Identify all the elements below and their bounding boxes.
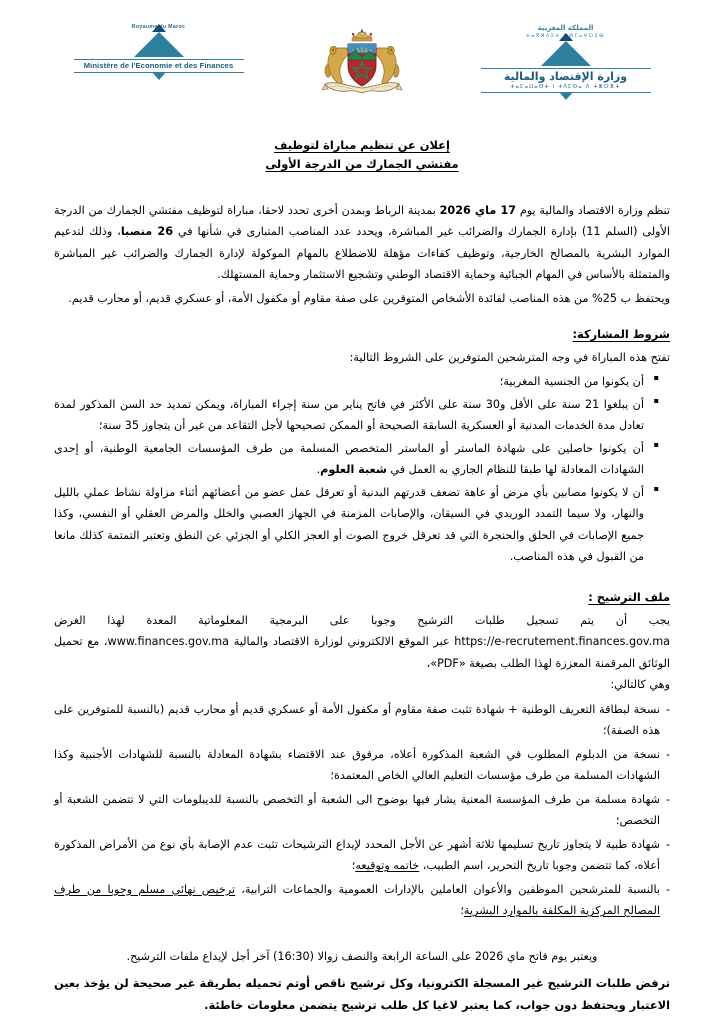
registration-instructions — [54, 610, 670, 675]
deadline-text-before: ويعتبر يوم فاتح ماي 2026 على الساعة الرابعة والنصف زوالا ( — [309, 949, 598, 963]
triangle-chevron-icon — [56, 31, 261, 57]
competition-date: 17 ماي 2026 — [439, 203, 517, 217]
condition-text: أن يكونوا من الجنسية المغربية؛ — [499, 375, 644, 389]
kingdom-label-tifinagh: ⵜⴰⴳⵍⴷⵉⵜ ⵏ ⵍⵎⴰⵖⵔⵉⴱ — [526, 33, 605, 39]
page-title-line-1: إعلان عن تنظيم مباراة لتوظيف — [274, 138, 450, 152]
document-header — [0, 0, 724, 104]
deadline-text-after: ) آخر أجل لإيداع ملفات الترشيح. — [126, 949, 278, 963]
condition-text-after: . — [316, 463, 321, 477]
ministry-logo-french — [56, 24, 261, 81]
required-documents-list — [54, 699, 670, 922]
condition-text-before: أن يكونوا حاصلين على شهادة الماستر أو الماستر المتخصص المسلمة من طرف المؤسسات الجامعية الوطنية، أو إحدى الشهادات المعادلة لها طبقا للنظام الجاري به العمل في — [54, 441, 644, 477]
participation-conditions-heading: شروط المشاركة: — [572, 327, 670, 342]
triangle-chevron-icon — [463, 40, 668, 66]
document-text: نسخة من الدبلوم المطلوب في الشعبة المذكورة أعلاه، مرفوق عند الاقتضاء بشهادة المعادلة بالنسبة للشهادات الأجنبية وكذا الشهادات المسلمة من طرف مؤسسات التعليم العالي الخاص المعتمدة؛ — [54, 747, 660, 783]
document-text-before: بالنسبة للمترشحين الموظفين والأعوان العاملين بالإدارات العمومية والجماعات الترابية، — [235, 882, 661, 896]
document-item — [54, 744, 660, 787]
document-item — [54, 834, 660, 877]
document-body — [0, 136, 724, 1017]
posts-count: 26 منصبا — [120, 225, 173, 239]
e-recruitment-url[interactable]: https://e-recrutement.finances.gov.ma — [454, 635, 670, 649]
caret-down-icon — [56, 72, 261, 80]
condition-item — [54, 482, 644, 568]
registration-text-middle: عبر الموقع الالكتروني لوزارة الاقتصاد والمالية — [229, 635, 455, 649]
document-text-before: شهادة طبية لا يتجاوز تاريخ تسليمها ثلاثة أشهر عن الأجل المحدد لإيداع الترشيحات تثبت عدم الإصابة بأي نوع من الأمراض المذكورة أعلاه، كما تتضمن وجوبا تاريخ التحرير، اسم الطبيب، — [54, 837, 660, 873]
intro-part-1: تنظم وزارة الاقتصاد والمالية يوم — [516, 203, 670, 217]
submission-deadline — [54, 946, 670, 967]
condition-item — [54, 371, 644, 393]
page-title-line-2: مفتشي الجمارك من الدرجة الأولى — [265, 156, 459, 171]
ministry-name-arabic: وزارة الإقتصاد والمالية — [503, 70, 628, 83]
document-text-after: ؛ — [460, 904, 464, 918]
document-text: نسخة لبطاقة التعريف الوطنية + شهادة تثبت صفة مقاوم أو مكفول الأمة أو عسكري قديم أو محارب قديم (بالنسبة للمتوفرين على هذه الصفة)؛ — [54, 702, 660, 738]
ministry-name-tifinagh: ⵜⴰⵎⴰⵡⴰⵙⵜ ⵏ ⵜⴷⵎⵙⴰ ⴷ ⵜⵣⵔⴼⵜ — [510, 84, 621, 90]
page-title — [54, 136, 670, 174]
condition-text: أن لا يكونوا مصابين بأي مرض أو عاهة تضعف قدرتهم البدنية أو تعرقل عمل عضو من أعضائهم أثناء مزاولة نشاط عملي بالليل والنهار، ولا سيما التمدد الوريدي في السيقان، والإصابات المزمنة في الجهاز العصبي والخلل والمرض العقلي أو النفسي، وكذا جميع الإصابات في الحلق والحنجرة التي قد تعرقل خروج الصوت أو العجز الكلي أو الجزئي عن النطق وتعتبر التمتمة كذلك مانعا من القبول في هذه المناصب. — [54, 485, 644, 564]
document-item — [54, 789, 660, 832]
ministry-website-url[interactable]: www.finances.gov.ma — [107, 635, 230, 649]
intro-paragraph — [54, 200, 670, 286]
kingdom-label-french: Royaume du Maroc — [131, 24, 186, 30]
document-item — [54, 879, 660, 922]
application-file-heading: ملف الترشيح : — [588, 589, 670, 604]
intro-part-2: بمدينة الرباط وبمدن أخرى تحدد لاحقا، مباراة لتوظيف مفتشي الجمارك من الدرجة الأولى (السلم 11) بإدارة الجمارك والضرائب غير المباشرة، ويحدد عدد المناصب المتبارى في شأنها في — [54, 203, 671, 239]
participation-conditions-intro: تفتح هذه المباراة في وجه المترشحين المتوفرين على الشروط التالية: — [349, 351, 670, 365]
document-text: شهادة مسلمة من طرف المؤسسة المعنية يشار فيها بوضوح الى الشعبة أو التخصص بالنسبة للديبلومات التي لا تتضمن الشعبة أو التخصص؛ — [54, 792, 660, 828]
condition-item — [54, 394, 644, 437]
intro-part-3: ، وذلك لتدعيم الموارد البشرية بالمصالح الخارجية، وتوظيف كفاءات مؤهلة للاضطلاع بالمهام الموكولة لإدارة الجمارك والضرائب غير المباشرة والمتمثلة بالأساس في المهام الجبائية وحماية الاقتصاد الوطني وتشجيع الاستثمار وحماية المستهلك. — [54, 225, 670, 282]
documents-list-intro: وهي كالتالي: — [610, 678, 670, 692]
ministry-name-french: Ministère de l'Economie et des Finances — [83, 61, 234, 70]
deadline-time: 16:30 — [277, 949, 310, 963]
required-field-of-study: شعبة العلوم — [320, 463, 387, 477]
registration-text-before: يجب أن يتم تسجيل طلبات الترشيح وجوبا على البرمجية المعلوماتية المعدة لهذا الغرض — [54, 613, 670, 627]
medical-certificate-requirement: خاتمه وتوقيعه — [355, 859, 420, 873]
registration-text-after: ، مع تحميل الوثائق المرقمنة المعززة لهذا الطلب بصيغة «PDF»، — [54, 635, 670, 670]
participation-conditions-list — [54, 371, 670, 568]
logo-divider-top — [74, 59, 244, 60]
document-item — [54, 699, 660, 742]
caret-down-icon — [463, 92, 668, 100]
document-text-after: ؛ — [351, 859, 356, 873]
condition-text: أن يبلغوا 21 سنة على الأقل و30 سنة على الأكثر في فاتح يناير من سنة إجراء المباراة، ويمكن تمديد حد السن المذكور لمدة تعادل مدة الخدمات المدنية أو العسكرية السابقة الصحيحة أو الممكن تصحيحها لأجل التقاعد من غير أن يتجاوز 35 سنة؛ — [54, 397, 645, 433]
condition-item — [54, 438, 644, 481]
kingdom-label-arabic: المملكة المغربية — [537, 24, 594, 32]
morocco-coat-of-arms-icon — [317, 26, 407, 106]
logo-divider-top — [481, 68, 651, 69]
ministry-logo-arabic — [463, 24, 668, 101]
authorization-requirement: ترخيص نهائي مسلم وجوبا من طرف المصالح المركزية المكلفة بالموارد البشرية — [54, 882, 660, 918]
reserved-posts-paragraph: ويحتفظ ب 25% من هذه المناصب لفائدة الأشخاص المتوفرين على صفة مقاوم أو مكفول الأمة، أو عسكري قديم، أو محارب قديم. — [68, 291, 670, 305]
rejection-warning: ترفض طلبات الترشيح غير المسجلة الكترونيا، وكل ترشيح ناقص أوتم تحميله بطريقة غير صحيحة لن يؤخذ بعين الاعتبار ويحتفظ دون جواب، كما يعتبر لاغيا كل طلب ترشيح يتضمن معلومات خاطئة. — [54, 975, 670, 1012]
